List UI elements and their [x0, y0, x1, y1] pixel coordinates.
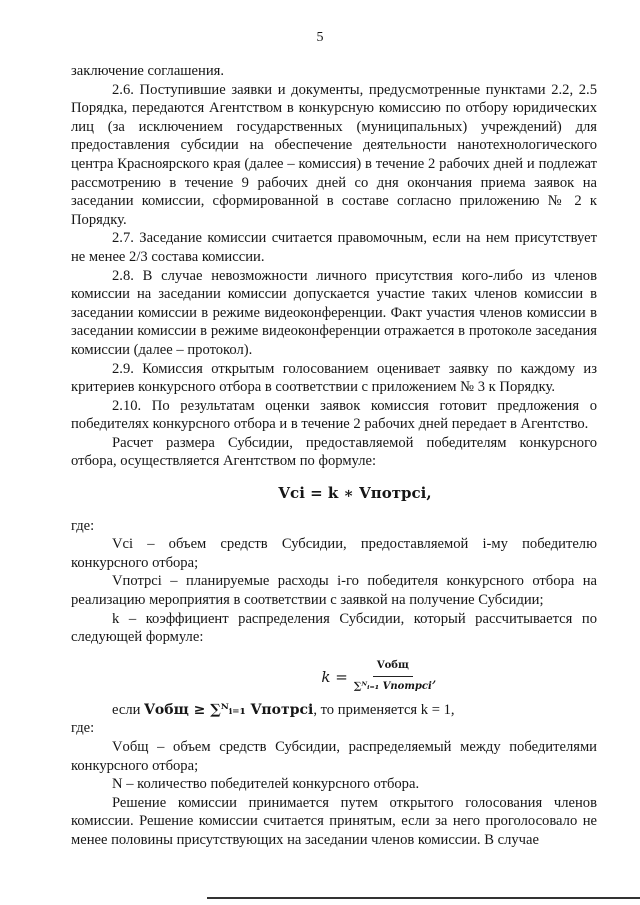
paragraph-2-7: 2.7. Заседание комиссии считается правомочным, если на нем присутствует не менее 2/3 состава комиссии.	[71, 230, 597, 265]
definition-vobsh: Vобщ – объем средств Субсидии, распределяемый между победителями конкурсного отбора;	[71, 739, 597, 774]
formula-k-suffix: ,	[431, 667, 437, 686]
paragraph-decision: Решение комиссии принимается путем открытого голосования членов комиссии. Решение комиссии считается принятым, если за него проголосовало не менее половины присутствующих на заседании членов комиссии. В случае	[71, 794, 597, 848]
formula-k-numerator: Vобщ	[373, 657, 413, 678]
paragraph-2-9: 2.9. Комиссия открытым голосованием оценивает заявку по каждому из критериев конкурсного отбора в соответствии с приложением № 3 к Порядку.	[71, 360, 597, 396]
paragraph-agreement-end: заключение соглашения.	[71, 63, 224, 79]
bottom-scan-line	[207, 897, 640, 899]
formula-k-denominator: ∑ᴺᵢ₌₁ Vпотрci	[353, 681, 432, 693]
page-number: 5	[316, 30, 324, 45]
where-label-2: где:	[71, 720, 95, 737]
paragraph-calculation: Расчет размера Субсидии, предоставляемой победителям конкурсного отбора, осуществляется Агентством по формуле:	[71, 434, 597, 470]
where-label: где:	[71, 517, 95, 534]
condition-line	[71, 701, 597, 720]
condition-suffix: , то применяется k = 1,	[313, 701, 455, 718]
paragraph-2-6: 2.6. Поступившие заявки и документы, предусмотренные пунктами 2.2, 2.5 Порядка, передаются Агентством в конкурсную комиссию по отбору юридических лиц (за исключением государственных (муниципальных) учреждений) для предоставления субсидии на обеспечение деятельности нанотехнологического центра Красноярского края (далее – комиссия) в течение 2 рабочих дней и подлежат рассмотрению в течение 9 рабочих дней со дня окончания приема заявок на заседании комиссии, сформированной в составе согласно приложению № 2 к Порядку.	[71, 81, 597, 228]
formula-k-lhs: k =	[321, 667, 348, 686]
condition-prefix: если	[112, 701, 145, 718]
definition-vpotr: Vпотрci – планируемые расходы i-го победителя конкурсного отбора на реализацию мероприятия в соответствии с заявкой на получение Субсидии;	[71, 573, 597, 609]
paragraph-2-8: 2.8. В случае невозможности личного присутствия кого-либо из членов комиссии на заседании комиссии допускается участие таких членов комиссии в заседании комиссии в режиме видеоконференции. Факт участия членов комиссии в заседании комиссии в режиме видеоконференции отражается в протоколе заседания комиссии (далее – протокол).	[71, 267, 597, 358]
definition-k: k – коэффициент распределения Субсидии, который рассчитывается по следующей формуле:	[71, 610, 597, 646]
paragraph-2-10: 2.10. По результатам оценки заявок комиссия готовит предложения о победителях конкурсного отбора и в течение 2 рабочих дней передает в Агентство.	[71, 397, 597, 433]
definition-n: N – количество победителей конкурсного отбора.	[112, 776, 420, 793]
document-body	[71, 62, 597, 850]
condition-math: Vобщ ≥ ∑ᴺᵢ₌₁ Vпотрci	[144, 701, 314, 718]
definition-vci: Vci – объем средств Субсидии, предоставляемой i-му победителю конкурсного отбора;	[71, 536, 597, 571]
formula-k	[161, 657, 597, 691]
formula-k-fraction	[354, 657, 432, 697]
formula-vci: Vci = k ∗ Vпотрci,	[278, 484, 432, 503]
